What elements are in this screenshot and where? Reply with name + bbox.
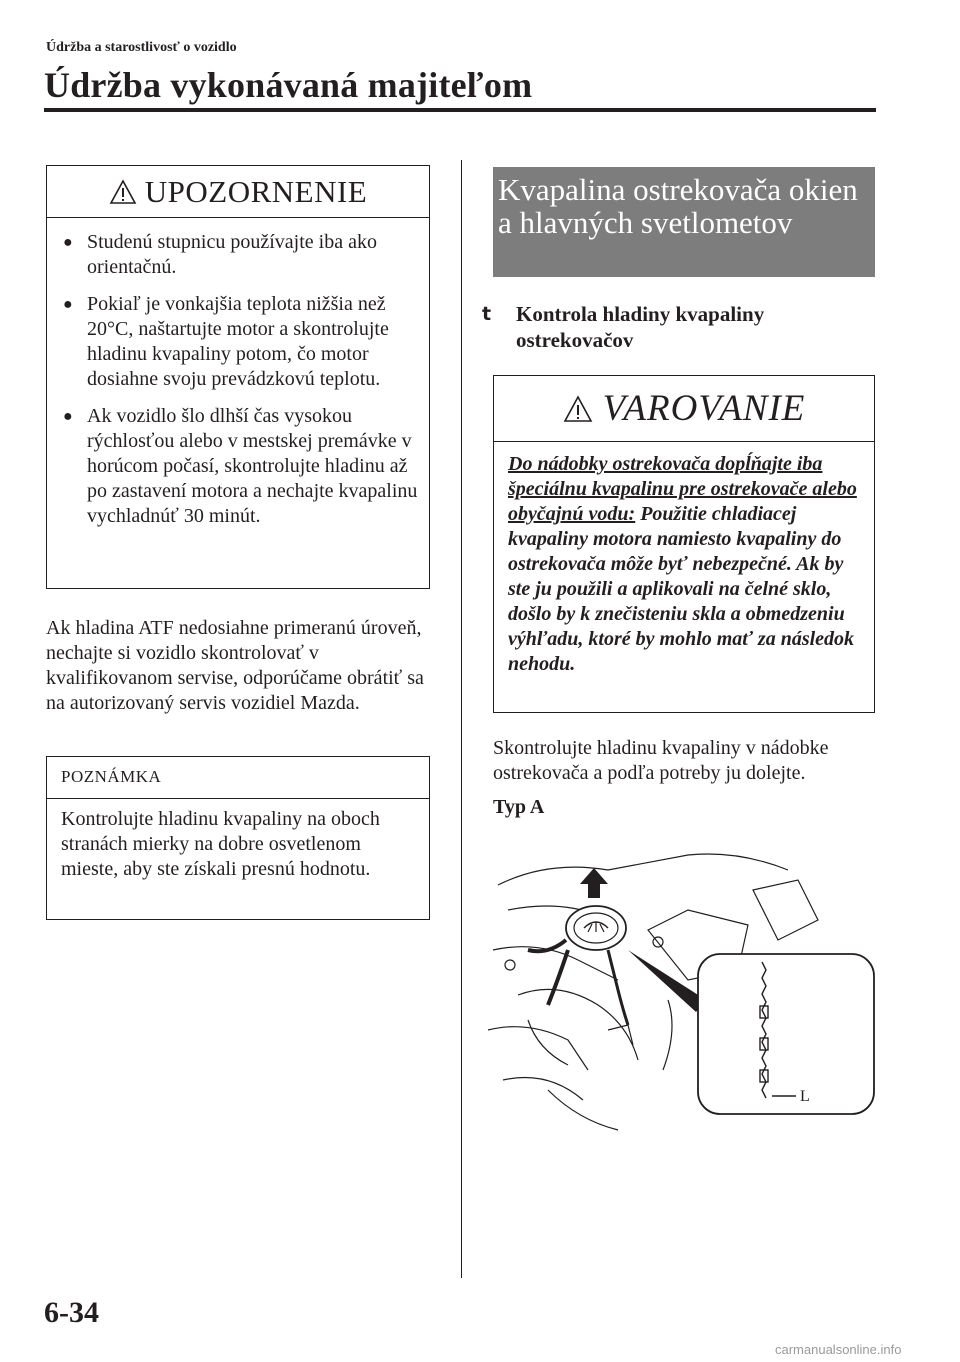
figure-type-label: Typ A: [493, 796, 545, 818]
check-paragraph: Skontrolujte hladinu kvapaliny v nádobke ostrekovača a podľa potreby ju dolejte.: [493, 737, 829, 784]
bullet-icon: ●: [63, 234, 73, 251]
up-arrow-icon: [580, 868, 608, 898]
section-title: Kvapalina ostrekovača okien a hlavných svetlometov: [493, 167, 875, 277]
caution-item-text: Studenú stupnicu používajte iba ako orientačnú.: [87, 231, 377, 278]
caution-item: [63, 230, 419, 280]
warning-underlined-text: Do nádobky ostrekovača dopĺňajte iba špeciálnu kvapalinu pre ostrekovače alebo obyčajnú vodu:: [508, 453, 857, 525]
caution-item-text: Ak vozidlo šlo dlhší čas vysokou rýchlosťou alebo v mestskej premávke v horúcom počasí, skontrolujte hladinu až po zastavení motora a nechajte kvapalinu vychladnúť 30 minút.: [87, 405, 418, 527]
bullet-icon: ●: [63, 296, 73, 313]
caution-label: UPOZORNENIE: [144, 173, 368, 209]
note-label: POZNÁMKA: [47, 757, 429, 799]
breadcrumb: Údržba a starostlivosť o vozidlo: [46, 40, 237, 55]
sub-heading-bullet: t: [482, 303, 492, 325]
watermark: carmanualsonline.info: [775, 1342, 902, 1357]
washer-reservoir-illustration: [488, 830, 880, 1135]
bullet-icon: ●: [63, 408, 73, 425]
sub-heading: [482, 301, 874, 353]
note-text: Kontrolujte hladinu kvapaliny na oboch stranách mierky na dobre osvetlenom mieste, aby ste získali presnú hodnotu.: [61, 808, 380, 880]
column-divider: [461, 160, 462, 1278]
page-number: 6-34: [44, 1296, 99, 1329]
caution-item: [63, 404, 419, 529]
atf-paragraph: Ak hladina ATF nedosiahne primeranú úroveň, nechajte si vozidlo skontrolovať v kvalifikovanom servise, odporúčame obrátiť sa na autorizovaný servis vozidiel Mazda.: [46, 617, 424, 714]
warning-body: [494, 442, 874, 677]
warning-label: VAROVANIE: [602, 388, 806, 429]
note-box: [46, 756, 430, 920]
caution-item-text: Pokiaľ je vonkajšia teplota nižšia než 20°C, naštartujte motor a skontrolujte hladinu kvapaliny potom, čo motor dosiahne svoju prevádzkovú teplotu.: [87, 293, 389, 390]
warning-text: Použitie chladiacej kvapaliny motora namiesto kvapaliny do ostrekovača môže byť nebezpečné. Ak by ste ju použili a aplikovali na čelné sklo, došlo by k znečisteniu skla a obmedzeniu výhľadu, ktoré by mohlo mať za následok nehodu.: [508, 503, 855, 675]
warning-box: [493, 375, 875, 713]
page-title: Údržba vykonávaná majiteľom: [44, 65, 533, 105]
caution-item: [63, 292, 419, 392]
caution-box: [46, 165, 430, 589]
caution-header: [47, 166, 429, 218]
level-label: L: [800, 1088, 810, 1105]
sub-heading-text: Kontrola hladiny kvapaliny ostrekovačov: [516, 302, 765, 352]
warning-triangle-icon: [109, 179, 137, 205]
caution-body: [47, 218, 429, 529]
warning-triangle-icon: [563, 395, 593, 423]
title-rule: [44, 108, 876, 112]
warning-header: [494, 376, 874, 442]
